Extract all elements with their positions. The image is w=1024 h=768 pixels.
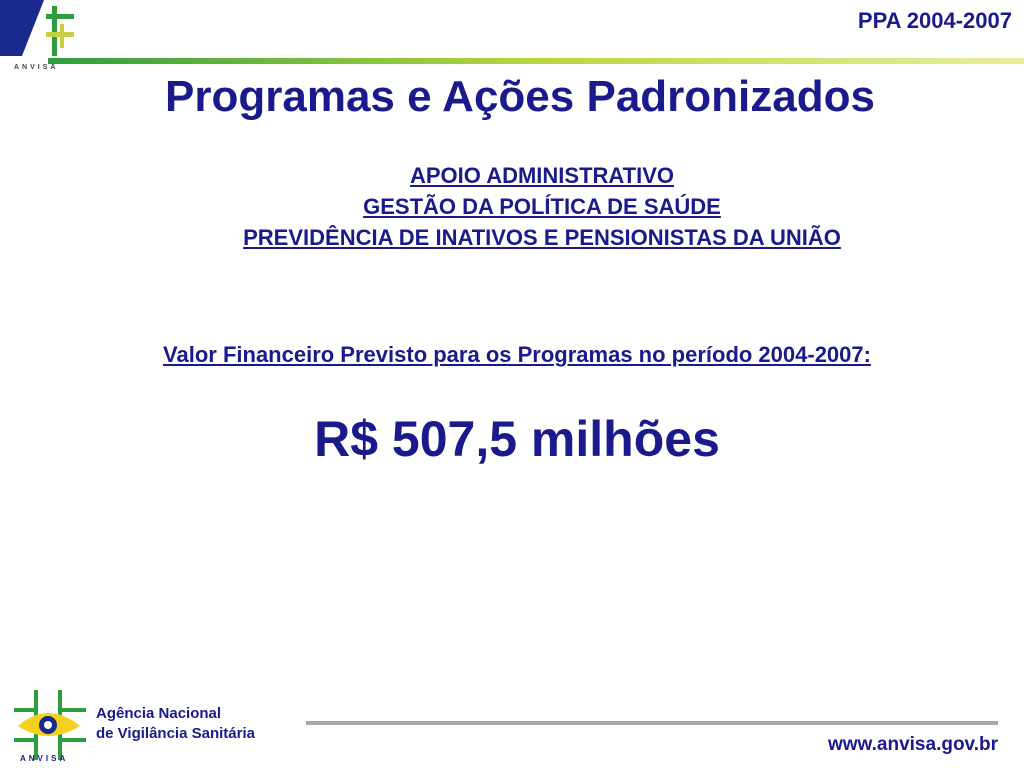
agency-line-2: de Vigilância Sanitária	[96, 725, 255, 742]
anvisa-footer-logo-icon	[14, 690, 90, 762]
page-title: Programas e Ações Padronizados	[165, 72, 875, 121]
action-item: GESTÃO DA POLÍTICA DE SAÚDE	[363, 194, 721, 219]
top-logo-text: ANVISA	[14, 64, 59, 71]
ppa-code: PPA 2004-2007	[857, 8, 1012, 33]
financial-amount: R$ 507,5 milhões	[314, 411, 720, 467]
financial-value-label: Valor Financeiro Previsto para os Programas no período 2004-2007:	[163, 342, 871, 367]
agency-line-1: Agência Nacional	[96, 705, 222, 722]
actions-list	[0, 160, 1024, 253]
website-link[interactable]: www.anvisa.gov.br	[828, 734, 998, 755]
agency-name	[96, 704, 255, 744]
action-item: APOIO ADMINISTRATIVO	[410, 163, 674, 188]
footer-divider	[306, 721, 998, 725]
header-divider	[48, 58, 1024, 64]
action-item: PREVIDÊNCIA DE INATIVOS E PENSIONISTAS DA UNIÃO	[243, 225, 841, 250]
footer-logo-text: ANVISA	[20, 754, 69, 763]
